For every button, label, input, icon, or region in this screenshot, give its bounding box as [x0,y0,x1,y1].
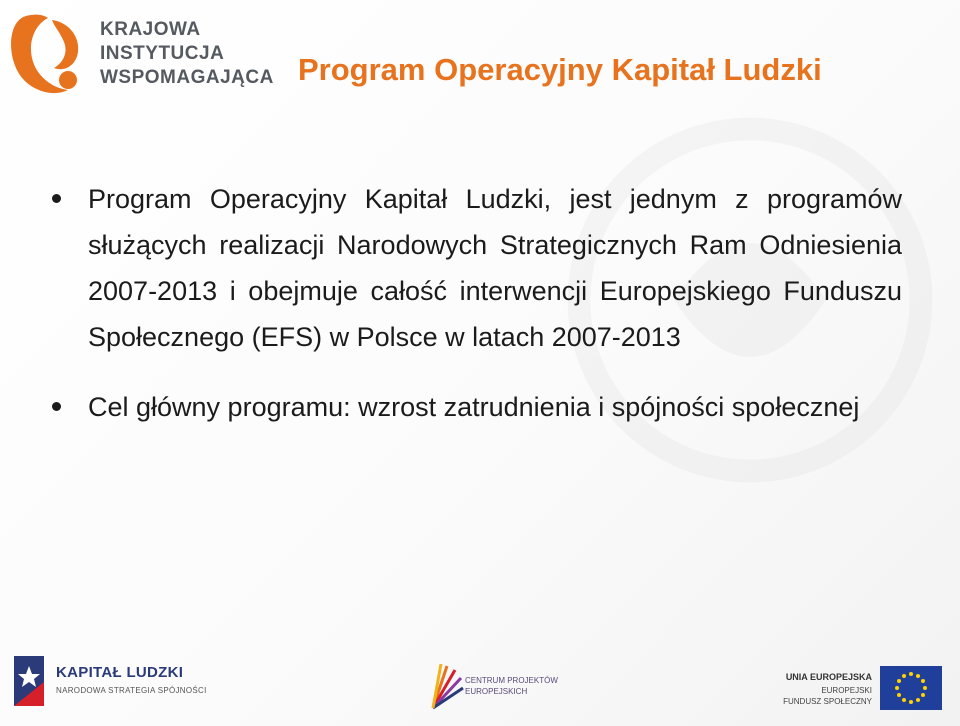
slide-title: Program Operacyjny Kapitał Ludzki [298,52,822,87]
eu-line1: UNIA EUROPEJSKA [785,672,872,682]
kiw-logo-line: WSPOMAGAJĄCA [100,67,274,88]
bullet-item [50,384,902,430]
kapital-ludzki-title: KAPITAŁ LUDZKI [56,664,184,681]
kiw-logo-text [100,18,274,90]
eu-line3: FUNDUSZ SPOŁECZNY [783,697,872,706]
kiw-logo-icon [8,10,88,100]
eu-flag-icon [880,666,942,710]
kiw-logo-line: INSTYTUCJA [100,43,225,64]
cpe-logo [425,660,558,715]
kiw-logo-line: KRAJOWA [100,19,201,40]
bullet-list [50,176,902,430]
bullet-dot-icon [52,194,61,203]
cpe-fan-icon [425,660,467,710]
cpe-line1: CENTRUM PROJEKTÓW [465,676,558,685]
eu-line2: EUROPEJSKI [821,686,872,695]
bullet-text: Cel główny programu: wzrost zatrudnienia i spójności społecznej [88,392,860,422]
kapital-ludzki-star-icon [8,652,48,710]
eu-logo [783,660,950,715]
kapital-ludzki-subtitle: NARODOWA STRATEGIA SPÓJNOŚCI [56,686,207,695]
bullet-item [50,176,902,360]
bullet-text: Program Operacyjny Kapitał Ludzki, jest jednym z programów służących realizacji Narodowych Strategicznych Ram Odniesienia 2007-2013 i obejmuje całość interwencji Europejskiego Funduszu Społecznego (EFS) w Polsce w latach 2007-2013 [88,184,902,352]
bullet-dot-icon [52,402,61,411]
cpe-line2: EUROPEJSKICH [465,687,528,696]
kapital-ludzki-logo [8,652,207,712]
kiw-logo [8,10,278,100]
